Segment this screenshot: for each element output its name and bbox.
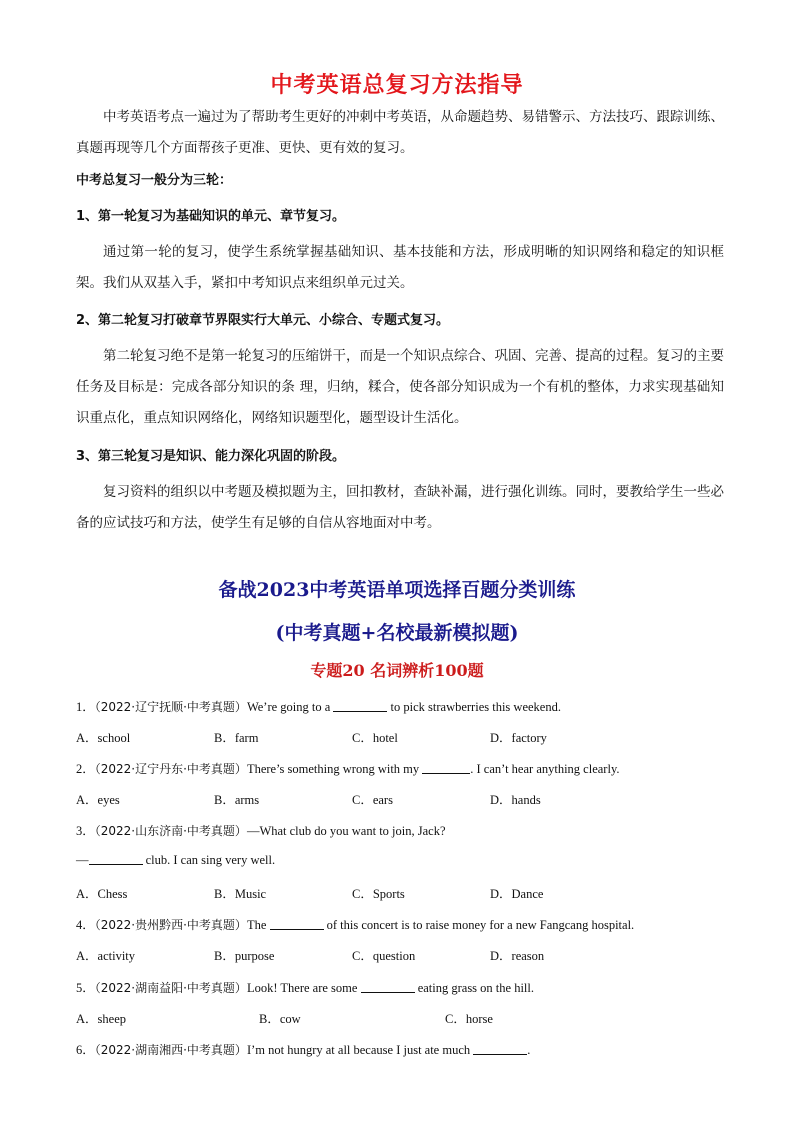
option-b[interactable]: B．Music <box>214 887 267 901</box>
question-number: 1． <box>76 700 95 714</box>
question-source: （2022·贵州黔西·中考真题） <box>94 918 247 932</box>
answer-blank[interactable] <box>422 761 470 774</box>
option-d[interactable]: D．Dance <box>490 887 544 901</box>
answer-blank[interactable] <box>473 1042 527 1055</box>
question-number: 5． <box>76 981 95 995</box>
question-text: club. I can sing very well. <box>142 853 276 867</box>
question-6 <box>76 1040 736 1058</box>
question-4-options <box>76 946 736 964</box>
question-text: to pick strawberries this weekend. <box>387 700 561 714</box>
question-text: of this concert is to raise money for a new Fangcang hospital. <box>323 918 635 932</box>
document-title: 中考英语总复习方法指导 <box>270 73 524 98</box>
option-b[interactable]: B．farm <box>214 731 259 745</box>
question-text: We’re going to a <box>246 700 334 714</box>
option-c[interactable]: C．hotel <box>352 731 398 745</box>
question-5-options <box>76 1009 736 1027</box>
option-b[interactable]: B．arms <box>214 793 260 807</box>
section-title-line1: 备战2023中考英语单项选择百题分类训练 <box>218 579 576 601</box>
option-a[interactable]: A．sheep <box>76 1012 126 1026</box>
rounds-heading: 中考总复习一般分为三轮： <box>76 173 233 188</box>
question-text: I’m not hungry at all because I just ate much <box>246 1043 474 1057</box>
question-number: 2． <box>76 762 95 776</box>
question-1 <box>76 697 736 715</box>
round-2-heading: 2、第二轮复习打破章节界限实行大单元、小综合、专题式复习。 <box>76 313 450 328</box>
question-source: （2022·山东济南·中考真题） <box>94 824 247 838</box>
answer-blank[interactable] <box>361 980 415 993</box>
question-number: 3． <box>76 824 95 838</box>
topic-title: 专题20 名词辨析100题 <box>310 661 484 680</box>
option-b[interactable]: B．purpose <box>214 949 275 963</box>
question-text: . <box>527 1043 531 1057</box>
question-source: （2022·辽宁丹东·中考真题） <box>94 762 247 776</box>
question-source: （2022·湖南湘西·中考真题） <box>94 1043 247 1057</box>
question-5 <box>76 978 736 996</box>
intro-paragraph: 中考英语考点一遍过为了帮助考生更好的冲刺中考英语，从命题趋势、易错警示、方法技巧、跟踪训练、真题再现等几个方面帮孩子更准、更快、更有效的复习。 <box>76 109 724 156</box>
option-d[interactable]: D．factory <box>490 731 547 745</box>
option-d[interactable]: D．reason <box>490 949 545 963</box>
section-title-line2: (中考真题+名校最新模拟题) <box>275 622 519 644</box>
question-text: Look! There are some <box>246 981 361 995</box>
round-2-body: 第二轮复习绝不是第一轮复习的压缩饼干，而是一个知识点综合、巩固、完善、提高的过程。复习的主要任务及目标是：完成各部分知识的条 理，归纳，糅合，使各部分知识成为一个有机的整体，力求实现基础知识重点化，重点知识网络化，网络知识题型化，题型设计生活化。 <box>76 348 724 426</box>
question-number: 4． <box>76 918 95 932</box>
question-text: The <box>246 918 270 932</box>
option-a[interactable]: A．Chess <box>76 887 128 901</box>
question-source: （2022·辽宁抚顺·中考真题） <box>94 700 247 714</box>
round-1-body: 通过第一轮的复习，使学生系统掌握基础知识、基本技能和方法，形成明晰的知识网络和稳定的知识框架。我们从双基入手，紧扣中考知识点来组织单元过关。 <box>76 244 724 291</box>
option-c[interactable]: C．ears <box>352 793 393 807</box>
question-text: — <box>76 853 89 867</box>
question-1-options <box>76 728 736 746</box>
question-text: eating grass on the hill. <box>414 981 534 995</box>
question-text: . I can’t hear anything clearly. <box>470 762 620 776</box>
question-2-options <box>76 790 736 808</box>
question-3 <box>76 821 736 839</box>
question-number: 6． <box>76 1043 95 1057</box>
answer-blank[interactable] <box>270 917 324 930</box>
option-a[interactable]: A．school <box>76 731 131 745</box>
question-3-options <box>76 884 736 902</box>
option-b[interactable]: B．cow <box>259 1012 301 1026</box>
option-c[interactable]: C．horse <box>445 1012 493 1026</box>
question-text: —What club do you want to join, Jack? <box>246 824 446 838</box>
question-4 <box>76 915 736 933</box>
question-text: There’s something wrong with my <box>246 762 423 776</box>
round-1-heading: 1、第一轮复习为基础知识的单元、章节复习。 <box>76 209 346 224</box>
option-d[interactable]: D．hands <box>490 793 541 807</box>
round-3-heading: 3、第三轮复习是知识、能力深化巩固的阶段。 <box>76 449 346 464</box>
answer-blank[interactable] <box>89 852 143 865</box>
option-c[interactable]: C．question <box>352 949 416 963</box>
question-2 <box>76 759 736 777</box>
option-a[interactable]: A．eyes <box>76 793 120 807</box>
question-3-reply <box>76 852 736 868</box>
round-3-body: 复习资料的组织以中考题及模拟题为主，回扣教材，查缺补漏，进行强化训练。同时，要教给学生一些必备的应试技巧和方法，使学生有足够的自信从容地面对中考。 <box>76 484 724 531</box>
option-a[interactable]: A．activity <box>76 949 136 963</box>
question-source: （2022·湖南益阳·中考真题） <box>94 981 247 995</box>
option-c[interactable]: C．Sports <box>352 887 405 901</box>
answer-blank[interactable] <box>333 699 387 712</box>
